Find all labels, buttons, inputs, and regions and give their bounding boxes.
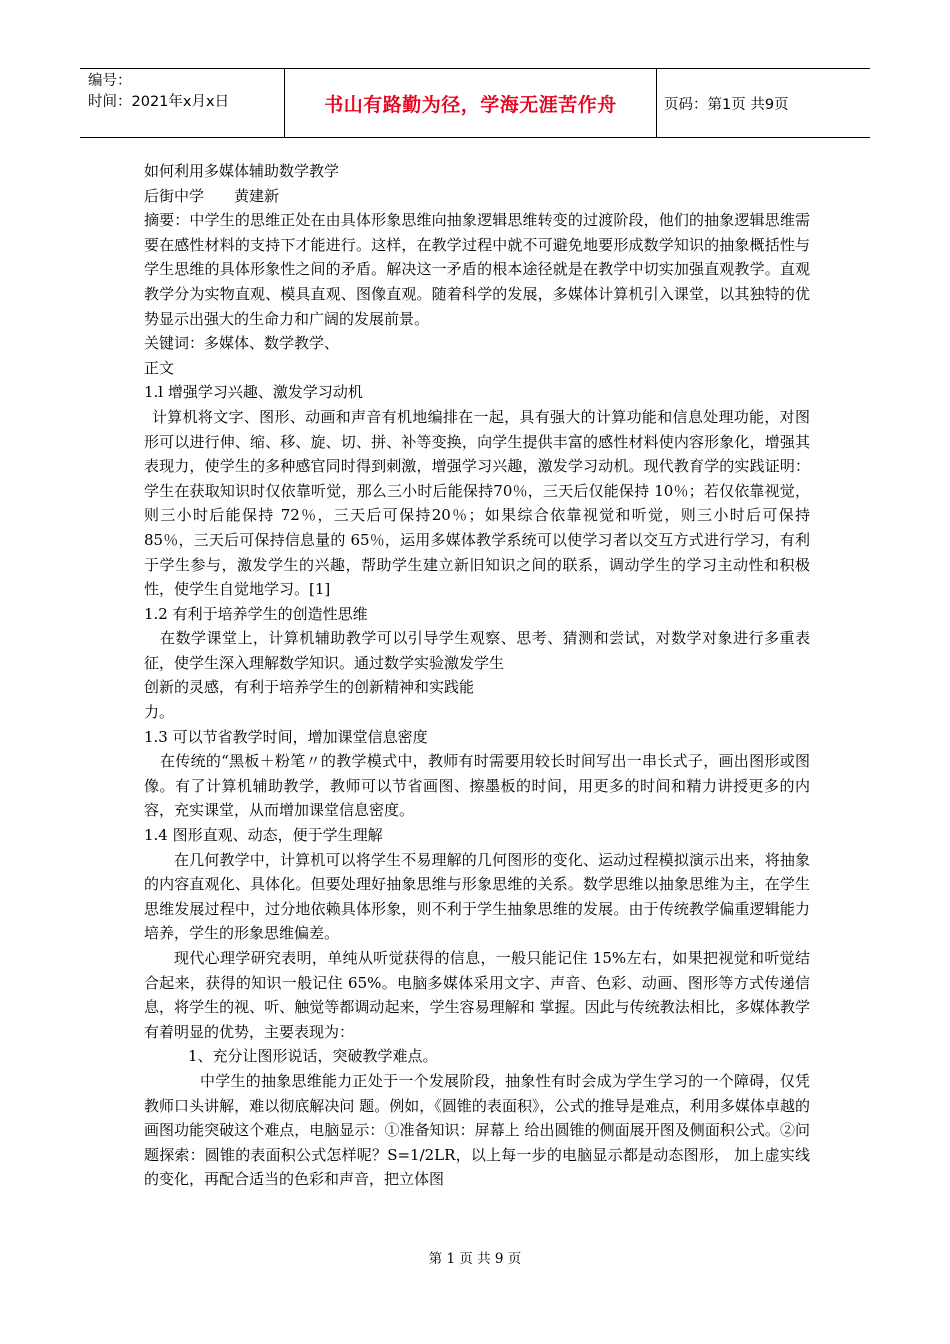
keywords: 关键词：多媒体、数学教学、 <box>144 334 340 353</box>
section-paragraph: 创新的灵感，有利于培养学生的创新精神和实践能 <box>144 678 475 697</box>
header-time-label: 时间：2021年x月x日 <box>88 94 230 110</box>
section-paragraph: 在传统的“黑板＋粉笔〃的教学模式中，教师有时需要用较长时间写出一串长式子，画出图形或图像。有了计算机辅助教学，教师可以节省画图、擦墨板的时间，用更多的时间和精力讲授更多的内容，充实课堂，从而增加课堂信息密度。 <box>144 752 810 820</box>
section-paragraph: 中学生的抽象思维能力正处于一个发展阶段，抽象性有时会成为学生学习的一个障碍，仅凭教师口头讲解，难以彻底解决问 题。例如，《圆锥的表面积》，公式的推导是难点，利用多媒体卓越的画图功能突破这个难点，电脑显示：①准备知识：屏幕上 给出圆锥的侧面展开图及侧面积公式。②问题探索：圆锥的表面积公式怎样呢？S=1/2LR，以上每一步的电脑显示都是动态图形， 加上虚实线的变化，再配合适当的色彩和声音，把立体图 <box>144 1071 810 1189</box>
section-heading: 1.2 有利于培养学生的创造性思维 <box>144 604 368 623</box>
section-paragraph: 在数学课堂上，计算机辅助教学可以引导学生观察、思考、猜测和尝试，对数学对象进行多重表征，使学生深入理解数学知识。通过数学实验激发学生 <box>144 629 810 672</box>
abstract: 摘要：中学生的思维正处在由具体形象思维向抽象逻辑思维转变的过渡阶段，他们的抽象逻辑思维需要在感性材料的支持下才能进行。这样，在教学过程中就不可避免地要形成数学知识的抽象概括性与学生思维的具体形象性之间的矛盾。解决这一矛盾的根本途径就是在教学中切实加强直观教学。直观教学分为实物直观、模具直观、图像直观。随着科学的发展，多媒体计算机引入课堂，以其独特的优势显示出强大的生命力和广阔的发展前景。 <box>144 211 810 328</box>
section-paragraph: 在几何教学中，计算机可以将学生不易理解的几何图形的变化、运动过程模拟演示出来，将抽象的内容直观化、具体化。但要处理好抽象思维与形象思维的关系。数学思维以抽象思维为主，在学生思维发展过程中，过分地依赖具体形象，则不利于学生抽象思维的发展。由于传统教学偏重逻辑能力培养，学生的形象思维偏差。 <box>144 850 810 943</box>
page-footer: 第 1 页 共 9 页 <box>428 1251 522 1267</box>
section-heading: 1.4 图形直观、动态，便于学生理解 <box>144 826 383 845</box>
document-body <box>144 159 810 1192</box>
header-motto: 书山有路勤为径，学海无涯苦作舟 <box>324 93 617 116</box>
list-point: 1、充分让图形说话，突破教学难点。 <box>188 1047 438 1066</box>
page-header <box>80 68 870 138</box>
section-heading: 1.l 增强学习兴趣、激发学习动机 <box>144 383 363 402</box>
header-meta <box>88 71 284 113</box>
document-title: 如何利用多媒体辅助数学教学 <box>144 162 340 180</box>
section-paragraph: 力。 <box>144 703 175 722</box>
author-line: 后街中学 黄建新 <box>144 186 280 205</box>
header-page-info: 页码：第1页 共9页 <box>664 96 789 113</box>
section-paragraph: 计算机将文字、图形、动画和声音有机地编排在一起，具有强大的计算功能和信息处理功能，对图形可以进行伸、缩、移、旋、切、拼、补等变换，向学生提供丰富的感性材料使内容形象化，增强其表现力，使学生的多种感官同时得到刺激，增强学习兴趣，激发学习动机。现代教育学的实践证明：学生在获取知识时仅依靠听觉，那么三小时后能保持70％，三天后仅能保持 10％；若仅依靠视觉，则三小时后能保持 72％，三天后可保持20％；如果综合依靠视觉和听觉，则三小时后可保持 85％，三天后可保持信息量的 65％，运用多媒体教学系统可以使学习者以交互方式进行学习，有利于学生参与，激发学生的兴趣，帮助学生建立新旧知识之间的联系，调动学生的学习主动性和积极性，使学生自觉地学习。[1] <box>144 407 810 599</box>
section-paragraph: 现代心理学研究表明，单纯从听觉获得的信息，一般只能记住 15%左右，如果把视觉和听觉结合起来，获得的知识一般记住 65%。电脑多媒体采用文字、声音、色彩、动画、图形等方式传递信息，将学生的视、听、触觉等都调动起来，学生容易理解和 掌握。因此与传统教法相比，多媒体教学有着明显的优势，主要表现为： <box>144 949 810 1041</box>
section-heading: 1.3 可以节省教学时间，增加课堂信息密度 <box>144 727 428 746</box>
header-number-label: 编号： <box>88 73 132 89</box>
header-divider <box>656 69 657 137</box>
body-label: 正文 <box>144 358 175 377</box>
